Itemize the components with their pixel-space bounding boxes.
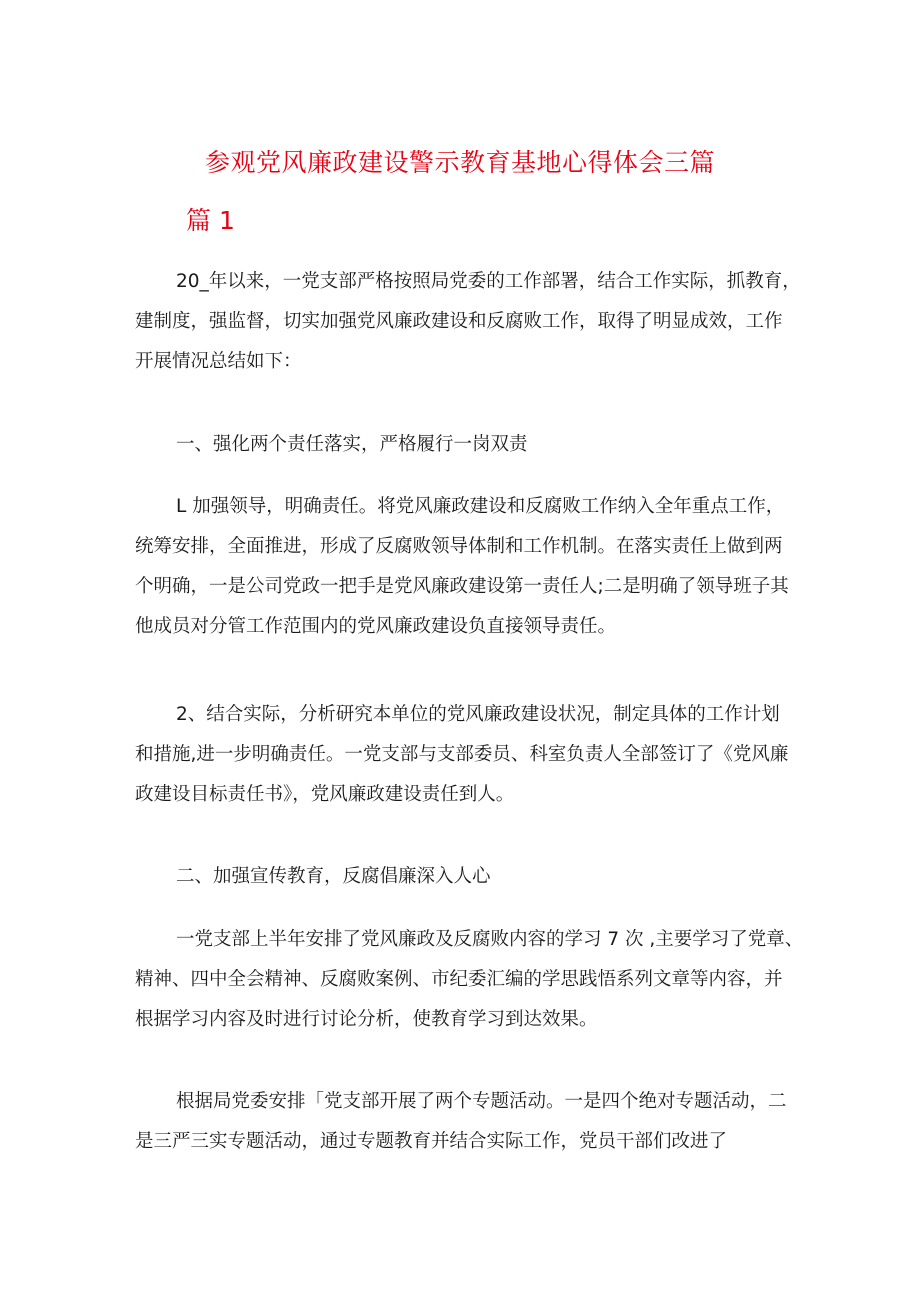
text-line: 精神、四中全会精神、反腐败案例、市纪委汇编的学思践悟系列文章等内容，并 xyxy=(135,969,783,990)
text-line: 是三严三实专题活动，通过专题教育并结合实际工作，党员干部们改进了 xyxy=(135,1131,728,1152)
text-line: 二、加强宣传教育，反腐倡廉深入人心 xyxy=(176,866,491,887)
text-line: 20_年以来，一党支部严格按照局党委的工作部署，结合工作实际，抓教育， xyxy=(176,271,801,292)
text-line: L 加强领导，明确责任。将党风廉政建设和反腐败工作纳入全年重点工作， xyxy=(176,496,785,517)
text-line: 根据局党委安排「党支部开展了两个专题活动。一是四个绝对专题活动，二 xyxy=(176,1091,787,1112)
text-line: 政建设目标责任书》，党风廉政建设责任到人。 xyxy=(135,784,515,805)
text-line: 开展情况总结如下： xyxy=(135,351,302,372)
paragraph-intro xyxy=(135,262,802,382)
section-heading-one xyxy=(135,425,802,465)
section-heading: 篇 1 xyxy=(186,206,235,235)
document-title: 参观党风廉政建设警示教育基地心得体会三篇 xyxy=(204,148,715,177)
text-line: 统筹安排，全面推进，形成了反腐败领导体制和工作机制。在落实责任上做到两 xyxy=(135,536,783,557)
text-line: 个明确，一是公司党政一把手是党风廉政建设第一责任人;二是明确了领导班子其 xyxy=(135,576,789,597)
text-line: 2、结合实际，分析研究本单位的党风廉政建设状况，制定具体的工作计划 xyxy=(176,704,780,725)
text-line: 一党支部上半年安排了党风廉政及反腐败内容的学习 7 次 ,主要学习了党章、 xyxy=(176,929,804,950)
text-line: 一、强化两个责任落实，严格履行一岗双责 xyxy=(176,434,528,455)
paragraph-leadership xyxy=(135,487,802,647)
section-heading-two xyxy=(135,857,802,897)
text-line: 和措施,进一步明确责任。一党支部与支部委员、科室负责人全部签订了《党风廉 xyxy=(135,744,789,765)
paragraph-practice xyxy=(135,695,802,815)
text-line: 建制度，强监督，切实加强党风廉政建设和反腐败工作，取得了明显成效，工作 xyxy=(135,311,783,332)
text-line: 他成员对分管工作范围内的党风廉政建设负直接领导责任。 xyxy=(135,616,617,637)
text-line: 根据学习内容及时进行讨论分析，使教育学习到达效果。 xyxy=(135,1009,598,1030)
paragraph-activities xyxy=(135,1082,802,1162)
paragraph-study xyxy=(135,920,802,1040)
